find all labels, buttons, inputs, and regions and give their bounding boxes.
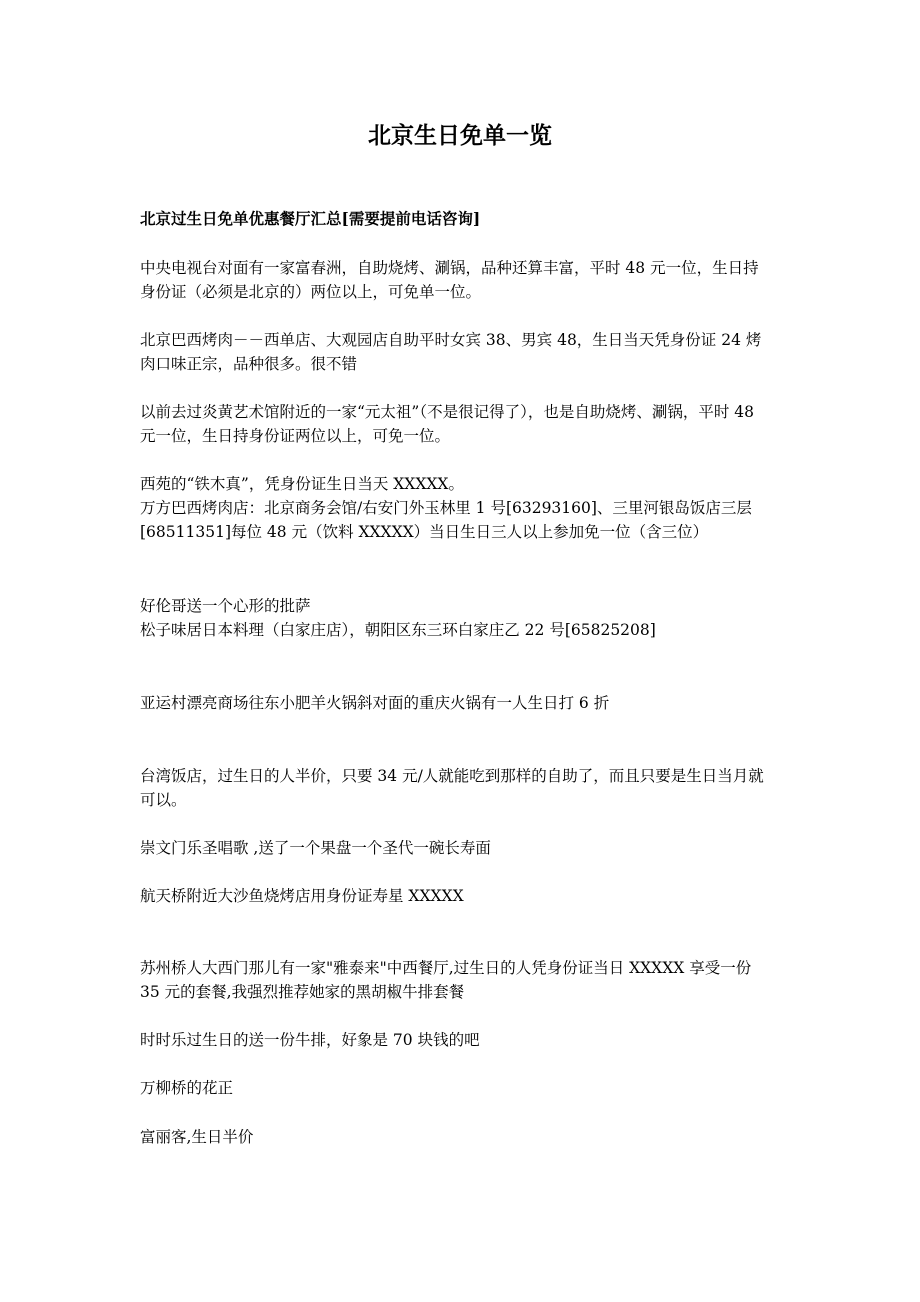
text-line: 富丽客,生日半价 <box>140 1128 254 1146</box>
text-line: 航天桥附近大沙鱼烧烤店用身份证寿星 XXXXX <box>140 887 464 905</box>
paragraph-brazil-bbq <box>140 328 785 376</box>
section-heading: 北京过生日免单优惠餐厅汇总[需要提前电话咨询] <box>140 209 481 228</box>
text-line: 好伦哥送一个心形的批萨 <box>140 597 311 615</box>
paragraph-yuantaizu <box>140 400 785 448</box>
paragraph-pizza-japanese <box>140 594 785 642</box>
text-line: 万方巴西烤肉店：北京商务会馆/右安门外玉林里 1 号[63293160]、三里河银岛饭店三层 <box>140 499 752 517</box>
paragraph-fulike <box>140 1125 785 1149</box>
text-line: 台湾饭店，过生日的人半价，只要 34 元/人就能吃到那样的自助了，而且只要是生日当月就 <box>140 767 764 785</box>
text-line: 时时乐过生日的送一份牛排，好象是 70 块钱的吧 <box>140 1031 480 1049</box>
text-line: [68511351]每位 48 元（饮料 XXXXX）当日生日三人以上参加免一位（含三位） <box>140 523 709 541</box>
text-line: 崇文门乐圣唱歌 ,送了一个果盘一个圣代一碗长寿面 <box>140 839 491 857</box>
text-line: 以前去过炎黄艺术馆附近的一家“元太祖”（不是很记得了），也是自助烧烤、涮锅，平时 48 <box>140 403 755 421</box>
text-line: 北京巴西烤肉－－西单店、大观园店自助平时女宾 38、男宾 48，生日当天凭身份证 24 烤 <box>140 331 762 349</box>
text-line: 身份证（必须是北京的）两位以上，可免单一位。 <box>140 283 482 301</box>
text-line: 35 元的套餐,我强烈推荐她家的黑胡椒牛排套餐 <box>140 983 465 1001</box>
paragraph-shark-bbq <box>140 884 785 908</box>
page-title: 北京生日免单一览 <box>368 122 552 149</box>
text-line: 中央电视台对面有一家富春洲，自助烧烤、涮锅，品种还算丰富，平时 48 元一位，生日持 <box>140 259 759 277</box>
paragraph-wanliuqiao <box>140 1076 785 1100</box>
paragraph-lesheng-ktv <box>140 836 785 860</box>
paragraph-tiemuzhen-wanfang <box>140 472 785 544</box>
text-line: 亚运村漂亮商场往东小肥羊火锅斜对面的重庆火锅有一人生日打 6 折 <box>140 694 610 712</box>
paragraph-taiwan-hotel <box>140 764 785 812</box>
text-line: 苏州桥人大西门那儿有一家"雅泰来"中西餐厅,过生日的人凭身份证当日 XXXXX 享受一份 <box>140 959 752 977</box>
text-line: 万柳桥的花正 <box>140 1079 234 1097</box>
text-line: 元一位，生日持身份证两位以上，可免一位。 <box>140 427 451 445</box>
paragraph-shishile <box>140 1028 785 1052</box>
paragraph-chongqing-hotpot <box>140 691 785 715</box>
text-line: 肉口味正宗，品种很多。很不错 <box>140 355 358 373</box>
text-line: 西苑的“铁木真”，凭身份证生日当天 XXXXX。 <box>140 475 464 493</box>
paragraph-yatailai <box>140 956 785 1004</box>
text-line: 松子味居日本料理（白家庄店），朝阳区东三环白家庄乙 22 号[65825208] <box>140 621 656 639</box>
paragraph-fuchunzhou <box>140 256 785 304</box>
text-line: 可以。 <box>140 791 187 809</box>
